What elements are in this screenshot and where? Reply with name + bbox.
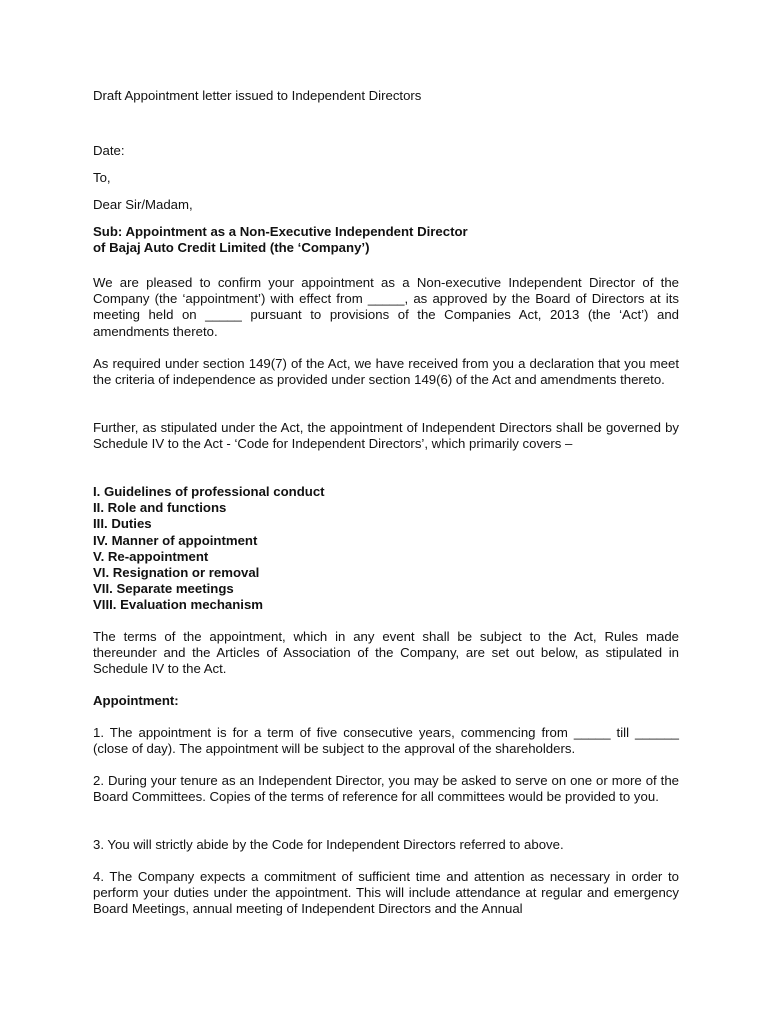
code-item: V. Re-appointment [93,548,209,564]
appointment-item-3: 3. You will strictly abide by the Code for Independent Directors referred to above. [93,837,564,852]
paragraph-schedule-iv: Further, as stipulated under the Act, the appointment of Independent Directors shall be governed by Schedule IV to the Act - ‘Code for Independent Directors’, which primarily covers – [93,420,679,452]
paragraph-confirmation: We are pleased to confirm your appointment as a Non-executive Independent Director of the Company (the ‘appointment’) with effect from _____, as approved by the Board of Directors at its meeting held on _____ pursuant to provisions of the Companies Act, 2013 (the ‘Act’) and amendments thereto. [93,275,679,339]
code-item: III. Duties [93,516,152,532]
code-item: II. Role and functions [93,500,227,516]
code-item: VIII. Evaluation mechanism [93,597,264,613]
code-item: VI. Resignation or removal [93,565,260,581]
paragraph-terms: The terms of the appointment, which in any event shall be subject to the Act, Rules made thereunder and the Articles of Association of the Company, are set out below, as stipulated in Schedule IV to the Act. [93,629,679,677]
appointment-item-1: 1. The appointment is for a term of five consecutive years, commencing from _____ till ______ (close of day). The appointment will be subject to the approval of the shareholders. [93,725,679,757]
salutation: Dear Sir/Madam, [93,197,193,212]
document-title: Draft Appointment letter issued to Independent Directors [93,88,422,103]
subject-line-1: Sub: Appointment as a Non-Executive Independent Director [93,224,468,239]
code-item: I. Guidelines of professional conduct [93,484,325,499]
code-item: VII. Separate meetings [93,581,234,597]
appointment-item-2: 2. During your tenure as an Independent Director, you may be asked to serve on one or more of the Board Committees. Copies of the terms of reference for all committees would be provided to you. [93,773,679,805]
to-label: To, [93,170,111,185]
appointment-heading: Appointment: [93,693,179,708]
paragraph-declaration: As required under section 149(7) of the Act, we have received from you a declaration that you meet the criteria of independence as provided under section 149(6) of the Act and amendments thereto. [93,356,679,388]
code-items-list [93,484,325,614]
subject-line-2: of Bajaj Auto Credit Limited (the ‘Company’) [93,240,370,255]
appointment-item-4: 4. The Company expects a commitment of sufficient time and attention as necessary in order to perform your duties under the appointment. This will include attendance at regular and emergency Board Meetings, annual meeting of Independent Directors and the Annual [93,869,679,917]
date-label: Date: [93,143,125,158]
code-item: IV. Manner of appointment [93,532,258,548]
